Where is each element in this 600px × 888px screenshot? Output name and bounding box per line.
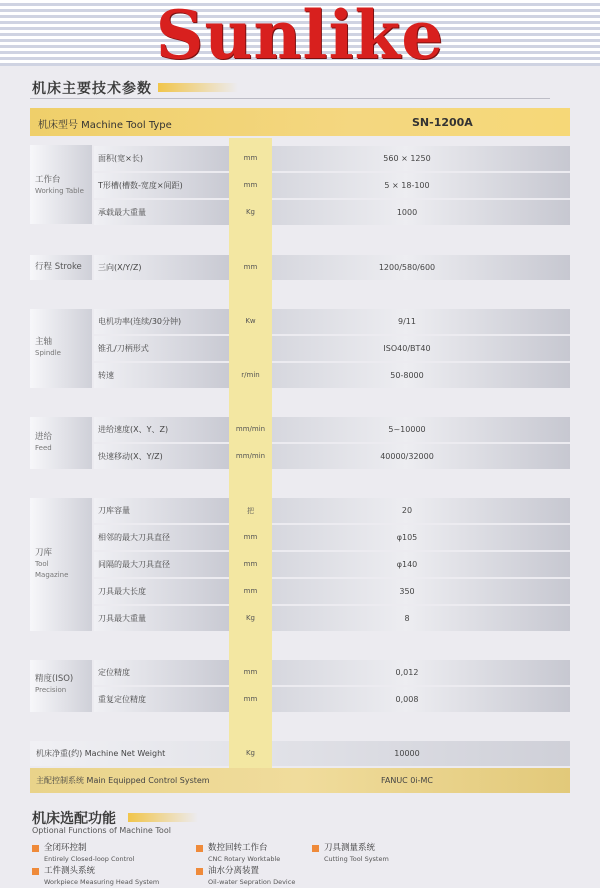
bullet-icon [32,845,39,852]
group-label-en: Spindle [35,349,61,357]
table-row [94,552,570,577]
group-label-cn: 工作台 [35,175,61,185]
row-value: 20 [401,506,413,515]
bullet-icon [312,845,319,852]
row-unit: Kg [245,614,256,622]
group-label-working-table [30,145,92,224]
bullet-icon [196,845,203,852]
net-weight-value: 10000 [394,749,420,758]
row-value: 5 × 18-100 [384,181,430,190]
row-name: 承载最大重量 [98,208,146,217]
option-en: Entirely Closed-loop Control [44,855,135,863]
row-name: 面积(宽×长) [98,154,143,163]
options-title-accent [128,813,198,822]
option-en: Oil-water Sepration Device [208,878,296,886]
group-label-stroke [30,255,92,280]
model-row [30,108,570,136]
brand-logo: Sunlike [155,0,445,74]
row-value: 40000/32000 [380,452,434,461]
row-value: 50-8000 [390,371,424,380]
row-name: 转速 [98,371,114,380]
option-cn: 刀具测量系统 [324,843,376,853]
net-weight-unit: Kg [245,749,256,757]
row-unit: Kw [245,317,256,325]
row-value: 350 [399,587,415,596]
row-name: 快速移动(X、Y/Z) [98,452,163,461]
row-unit: mm [243,263,258,271]
table-row [94,444,570,469]
group-label-en: Feed [35,444,52,452]
table-row [94,200,570,225]
table-row [94,579,570,604]
row-value: 0,008 [395,695,419,704]
option-en: CNC Rotary Worktable [208,855,281,863]
row-unit: mm [243,154,258,162]
model-label: 机床型号 Machine Tool Type [38,120,172,131]
net-weight-row [30,741,570,766]
option-cn: 工件测头系统 [44,866,96,876]
group-label-cn: 精度(ISO) [35,674,74,684]
group-label-tool-magazine [30,498,92,631]
row-name: 相邻的最大刀具直径 [98,533,170,542]
options-subtitle: Optional Functions of Machine Tool [32,826,171,835]
net-weight-label: 机床净重(约) Machine Net Weight [36,749,166,758]
row-unit: 把 [247,507,254,515]
table-row [94,336,570,361]
option-cn: 数控回转工作台 [208,843,268,853]
row-name: 电机功率(连续/30分钟) [98,317,182,326]
row-name: 锥孔/刀柄形式 [98,344,149,353]
group-label-cn: 进给 [35,432,53,442]
group-label-feed [30,417,92,469]
group-label-en: Magazine [35,571,69,579]
bullet-icon [196,868,203,875]
row-value: 5~10000 [388,425,426,434]
control-system-row [30,768,570,793]
row-value: 1200/580/600 [378,263,436,272]
option-cn: 油水分离装置 [208,866,260,876]
row-value: 0,012 [395,668,419,677]
row-value: φ105 [396,533,418,542]
row-unit: mm [243,695,258,703]
table-row [94,417,570,442]
table-row [94,525,570,550]
control-system-value: FANUC 0i-MC [381,776,433,785]
row-unit: Kg [245,208,256,216]
row-unit: mm [243,533,258,541]
row-unit: mm [243,181,258,189]
table-row [94,309,570,334]
row-value: 1000 [396,208,418,217]
option-cn: 全闭环控制 [44,843,87,853]
row-name: 刀具最大重量 [98,614,146,623]
row-unit: mm [243,560,258,568]
row-unit: mm [243,668,258,676]
row-name: 三向(X/Y/Z) [98,263,142,272]
row-name: T形槽(槽数-宽度×间距) [98,181,183,190]
model-value: SN-1200A [412,116,473,129]
table-row [94,173,570,198]
group-label-en: Tool [35,560,49,568]
row-name: 进给速度(X、Y、Z) [98,425,169,434]
row-name: 刀具最大长度 [98,587,146,596]
table-row [94,363,570,388]
option-en: Workpiece Measuring Head System [44,878,160,886]
group-label-en: Working Table [35,187,84,195]
row-value: 560 × 1250 [383,154,431,163]
section-divider [30,98,550,99]
row-value: ISO40/BT40 [383,344,431,353]
row-name: 间隔的最大刀具直径 [98,560,170,569]
table-row [94,606,570,631]
row-name: 重复定位精度 [98,695,146,704]
group-label-cn: 主轴 [35,337,53,347]
group-label-cn: 刀库 [35,548,53,558]
group-label-stroke-text: 行程 Stroke [35,262,82,272]
table-row [94,498,570,523]
bullet-icon [32,868,39,875]
row-unit: mm/min [235,452,266,460]
table-row [94,146,570,171]
group-label-spindle [30,309,92,388]
options-title: 机床选配功能 [32,811,116,827]
row-unit: mm [243,587,258,595]
row-name: 定位精度 [98,668,130,677]
row-value: φ140 [396,560,418,569]
row-value: 9/11 [398,317,416,326]
table-row [94,687,570,712]
row-value: 8 [404,614,410,623]
table-row [94,660,570,685]
section-title-accent [158,83,238,92]
control-system-label: 主配控制系统 Main Equipped Control System [36,776,210,785]
option-en: Cutting Tool System [324,855,389,863]
section-title: 机床主要技术参数 [32,81,152,97]
group-label-precision [30,660,92,712]
group-label-en: Precision [35,686,67,694]
row-unit: mm/min [235,425,266,433]
row-unit: r/min [241,371,260,379]
row-name: 刀库容量 [98,506,130,515]
table-row [94,255,570,280]
